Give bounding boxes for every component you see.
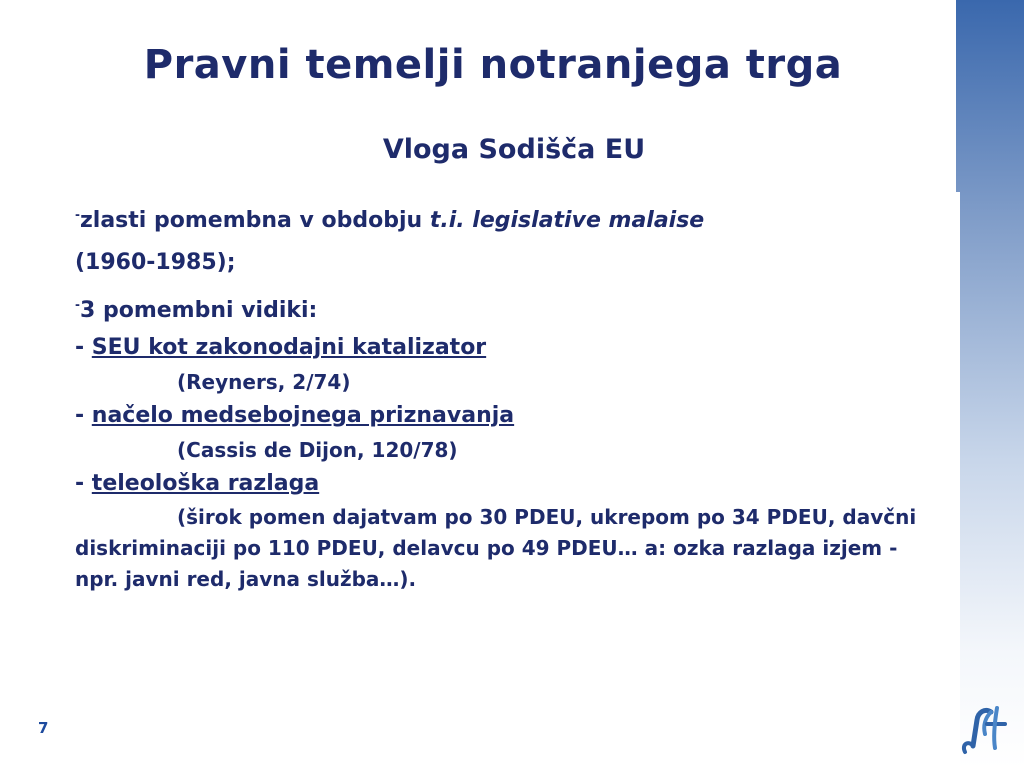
list-item <box>75 332 935 364</box>
item-reference: (Reyners, 2/74) <box>177 370 351 394</box>
item-reference: (Cassis de Dijon, 120/78) <box>177 438 458 462</box>
list-item <box>75 468 935 500</box>
bullet-legislative-malaise <box>75 200 935 284</box>
page-number: 7 <box>38 719 49 737</box>
item-label-link: načelo medsebojnega priznavanja <box>91 403 515 428</box>
bullet-three-aspects <box>75 296 935 326</box>
bullet-text: 3 pomembni vidiki: <box>79 298 318 323</box>
bullet-italic-term: t.i. legislative malaise <box>429 208 705 233</box>
slide-subtitle: Vloga Sodišča EU <box>382 134 646 165</box>
bullet-continuation: (1960-1985); <box>75 250 236 275</box>
panel-notch <box>956 192 960 768</box>
bullet-dash: - <box>75 297 80 312</box>
item-dash: - <box>75 471 92 496</box>
item-dash: - <box>75 335 92 360</box>
bullet-text: zlasti pomembna v obdobju <box>79 208 430 233</box>
slide-content <box>75 200 935 595</box>
item-label-link: teleološka razlaga <box>91 471 320 496</box>
item-label-link: SEU kot zakonodajni katalizator <box>91 335 487 360</box>
list-item <box>75 400 935 432</box>
pf-logo-icon <box>955 700 1015 760</box>
slide-title: Pravni temelji notranjega trga <box>143 42 843 88</box>
item-dash: - <box>75 403 92 428</box>
right-decorative-panel <box>956 0 1024 768</box>
item-reference: (širok pomen dajatvam po 30 PDEU, ukrepom po 34 PDEU, davčni diskriminaciji po 110 PDEU, delavcu po 49 PDEU… a: ozka razlaga izjem - npr. javni red, javna služba…). <box>75 505 917 591</box>
bullet-dash: - <box>75 207 80 222</box>
